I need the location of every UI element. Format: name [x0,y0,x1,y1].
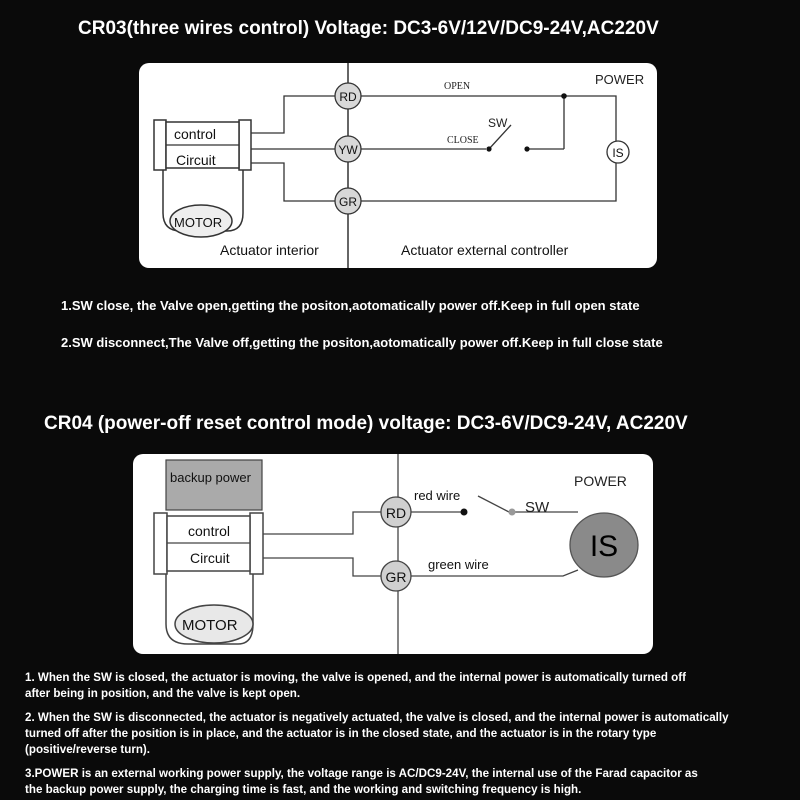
cr04-title: CR04 (power-off reset control mode) voltage: DC3-6V/DC9-24V, AC220V [44,413,688,434]
actuator-external-label: Actuator external controller [401,242,569,258]
is-power-source [570,513,638,577]
cr04-note-3: 3.POWER is an external working power supply, the voltage range is AC/DC9-24V, the internal use of the Farad capacitor as the backup power supply, the charging time is fast, and the working and switching frequency is high. [25,767,698,796]
control-label: control [188,523,231,539]
cr03-note-1: 1.SW close, the Valve open,getting the positon,aotomatically power off.Keep in full open state [61,298,640,313]
cr04-note-2: 2. When the SW is disconnected, the actuator is negatively actuated, the valve is closed, and the internal power is automatically turned off after the position is in place, and the actuator is in the closed state, and the actuator is in the rotary type (positive/reverse turn). [25,711,729,756]
power-label: POWER [595,72,645,87]
power-label: POWER [574,473,627,489]
backup-power-box [166,460,262,510]
is-power-source [607,141,629,163]
svg-text:RD: RD [385,505,407,521]
gr-terminal [335,188,361,214]
svg-text:GR: GR [385,569,407,585]
rd-terminal [381,497,411,527]
gr-terminal [381,561,411,591]
cr04-wiring-diagram [133,454,653,654]
actuator-interior-label: Actuator interior [220,242,319,258]
circuit-label: Circuit [176,152,216,168]
motor-label: MOTOR [174,215,223,230]
cr03-wiring-diagram [139,63,657,268]
sw-label: SW [525,499,550,516]
cr04-note-1: 1. When the SW is closed, the actuator is moving, the valve is opened, and the internal power is automatically turned off after being in position, and the valve is kept open. [25,671,686,700]
cr03-title: CR03(three wires control) Voltage: DC3-6V/12V/DC9-24V,AC220V [78,18,659,39]
svg-text:GR: GR [339,195,357,209]
rd-terminal [335,83,361,109]
red-wire-label: red wire [414,488,461,503]
close-label: CLOSE [447,135,479,146]
svg-text:IS: IS [612,146,624,160]
open-label: OPEN [444,81,471,92]
green-wire-label: green wire [428,557,489,572]
svg-text:RD: RD [339,90,357,104]
sw-label: SW [488,116,508,130]
svg-text:YW: YW [338,143,358,157]
yw-terminal [335,136,361,162]
circuit-label: Circuit [190,550,230,566]
svg-text:IS: IS [589,530,619,563]
backup-power-label: backup power [170,470,251,485]
control-label: control [174,126,217,142]
motor-label: MOTOR [182,617,238,634]
cr03-note-2: 2.SW disconnect,The Valve off,getting the positon,aotomatically power off.Keep in full close state [61,335,663,350]
